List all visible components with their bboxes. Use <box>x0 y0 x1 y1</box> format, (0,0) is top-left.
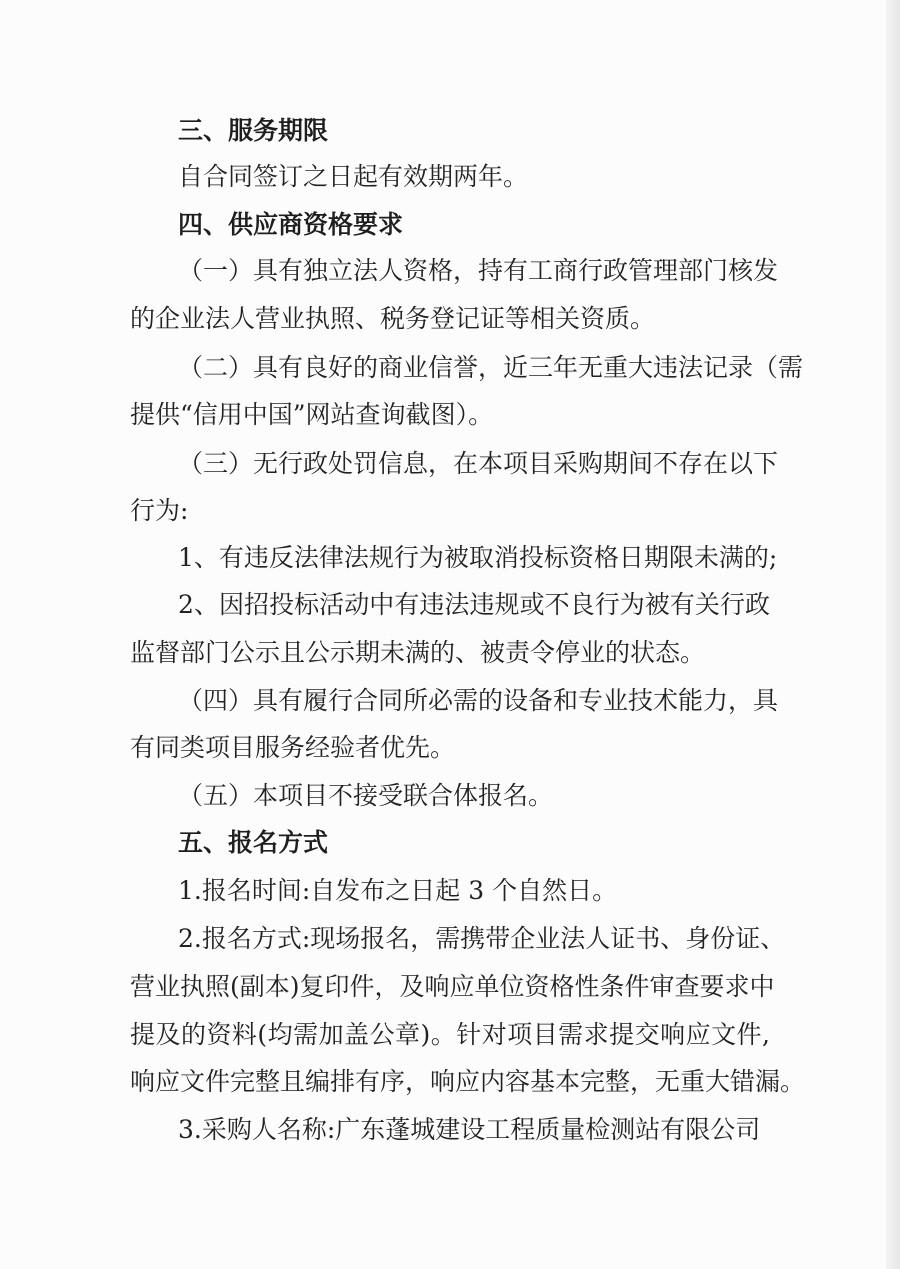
section-5-heading: 五、报名方式 <box>178 828 329 857</box>
section-5-item-2-line-3: 提及的资料(均需加盖公章)。针对项目需求提交响应文件, <box>130 1020 770 1049</box>
section-4-item-2-line-2: 提供“信用中国”网站查询截图）。 <box>130 400 494 429</box>
section-5-item-2-line-4: 响应文件完整且编排有序，响应内容基本完整，无重大错漏。 <box>130 1067 806 1096</box>
section-4-item-5: （五）本项目不接受联合体报名。 <box>178 781 554 810</box>
section-4-item-3-sub-2-line-2: 监督部门公示且公示期未满的、被责令停业的状态。 <box>130 638 706 667</box>
section-5-item-1: 1.报名时间:自发布之日起 3 个自然日。 <box>178 876 618 905</box>
section-3-heading: 三、服务期限 <box>178 116 329 145</box>
section-3-paragraph: 自合同签订之日起有效期两年。 <box>178 162 529 191</box>
section-5-item-2-line-2: 营业执照(副本)复印件，及响应单位资格性条件审查要求中 <box>130 972 775 1001</box>
section-4-item-1-line-2: 的企业法人营业执照、税务登记证等相关资质。 <box>130 304 656 333</box>
section-4-item-4-line-2: 有同类项目服务经验者优先。 <box>130 733 456 762</box>
section-4-item-3-sub-1: 1、有违反法律法规行为被取消投标资格日期限未满的; <box>178 543 778 572</box>
section-5-item-2-line-1: 2.报名方式:现场报名，需携带企业法人证书、身份证、 <box>178 924 786 953</box>
section-4-item-2-line-1: （二）具有良好的商业信誉，近三年无重大违法记录（需 <box>178 353 804 382</box>
page-edge <box>886 0 900 1269</box>
section-4-item-3-sub-2-line-1: 2、因招投标活动中有违法违规或不良行为被有关行政 <box>178 590 770 619</box>
section-5-item-3: 3.采购人名称:广东蓬城建设工程质量检测站有限公司 <box>178 1115 761 1144</box>
section-4-heading: 四、供应商资格要求 <box>178 210 404 239</box>
section-4-item-1-line-1: （一）具有独立法人资格，持有工商行政管理部门核发 <box>178 256 779 285</box>
section-4-item-3-line-1: （三）无行政处罚信息，在本项目采购期间不存在以下 <box>178 449 779 478</box>
section-4-item-4-line-1: （四）具有履行合同所必需的设备和专业技术能力，具 <box>178 686 779 715</box>
section-4-item-3-line-2: 行为: <box>130 496 189 525</box>
